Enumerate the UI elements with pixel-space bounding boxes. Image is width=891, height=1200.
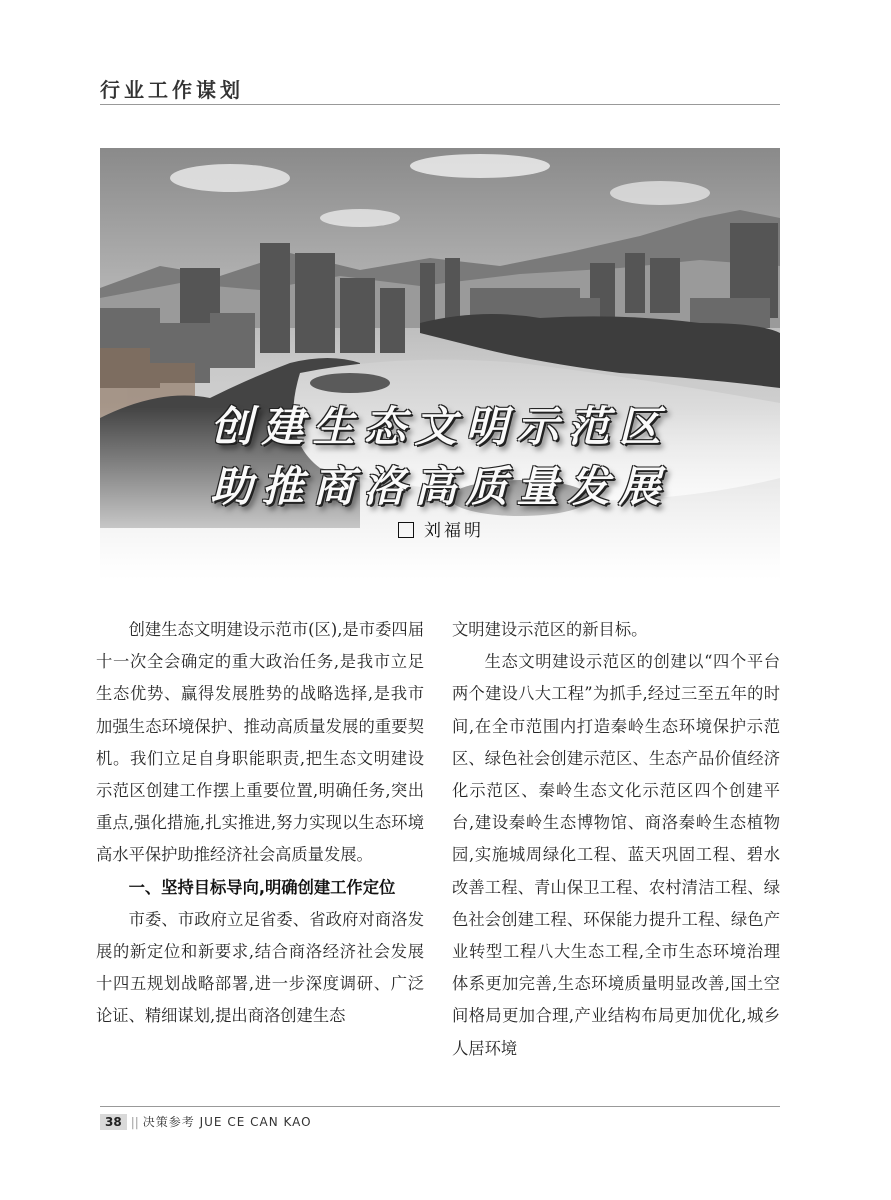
page-number: 38: [100, 1114, 127, 1130]
square-bullet-icon: [398, 522, 414, 538]
paragraph-continued: 文明建设示范区的新目标。: [452, 620, 648, 639]
journal-name: 决策参考 JUE CE CAN KAO: [142, 1115, 312, 1129]
article-title-line-1: 创建生态文明示范区: [210, 402, 670, 451]
byline: [398, 516, 484, 541]
section-header: [100, 74, 780, 105]
footer-divider: ||: [130, 1115, 139, 1129]
page-footer: [100, 1106, 780, 1130]
right-column: [452, 614, 780, 1065]
author-name: 刘福明: [424, 521, 484, 541]
section-heading: 一、坚持目标导向,明确创建工作定位: [128, 877, 396, 897]
paragraph: 生态文明建设示范区的创建以“四个平台两个建设八大工程”为抓手,经过三至五年的时间,在全市范围内打造秦岭生态环境保护示范区、绿色社会创建示范区、生态产品价值经济化示范区、秦岭生态文化示范区四个创建平台,建设秦岭生态博物馆、商洛秦岭生态植物园,实施城周绿化工程、蓝天巩固工程、碧水改善工程、青山保卫工程、农村清洁工程、绿色社会创建工程、环保能力提升工程、绿色产业转型工程八大生态工程,全市生态环境治理体系更加完善,生态环境质量明显改善,国土空间格局更加合理,产业结构布局更加优化,城乡人居环境: [452, 652, 780, 1058]
left-column: [96, 614, 424, 1033]
hero-banner: [100, 148, 780, 580]
section-title: 行业工作谋划: [100, 78, 244, 102]
paragraph: 市委、市政府立足省委、省政府对商洛发展的新定位和新要求,结合商洛经济社会发展十四五规划战略部署,进一步深度调研、广泛论证、精细谋划,提出商洛创建生态: [96, 909, 424, 1026]
paragraph: 创建生态文明建设示范市(区),是市委四届十一次全会确定的重大政治任务,是我市立足生态优势、赢得发展胜势的战略选择,是我市加强生态环境保护、推动高质量发展的重要契机。我们立足自身职能职责,把生态文明建设示范区创建工作摆上重要位置,明确任务,突出重点,强化措施,扎实推进,努力实现以生态环境高水平保护助推经济社会高质量发展。: [96, 620, 424, 865]
article-title-line-2: 助推商洛高质量发展: [210, 462, 670, 511]
